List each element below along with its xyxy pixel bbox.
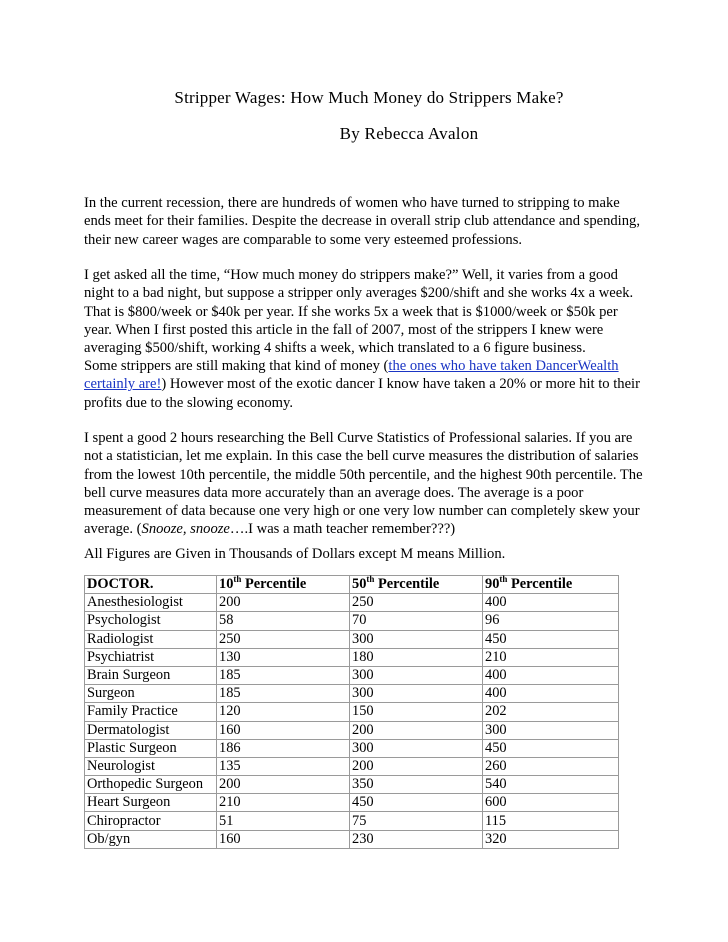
p90-cell: 96: [483, 612, 619, 630]
p10-cell: 120: [217, 703, 350, 721]
p10-cell: 51: [217, 812, 350, 830]
table-row: [85, 594, 619, 612]
p10-cell: 185: [217, 666, 350, 684]
table-row: [85, 739, 619, 757]
p50-cell: 300: [350, 630, 483, 648]
table-row: [85, 830, 619, 848]
p90-cell: 400: [483, 666, 619, 684]
p90-cell: 260: [483, 757, 619, 775]
p50-cell: 200: [350, 721, 483, 739]
table-row: [85, 666, 619, 684]
table-row: [85, 612, 619, 630]
p10-cell: 160: [217, 830, 350, 848]
p50-cell: 180: [350, 648, 483, 666]
p90-cell: 400: [483, 594, 619, 612]
doctor-name-cell: Chiropractor: [85, 812, 217, 830]
p90-cell: 320: [483, 830, 619, 848]
p10-cell: 200: [217, 594, 350, 612]
p10-cell: 186: [217, 739, 350, 757]
doctor-salary-table: [84, 575, 619, 849]
doctor-name-cell: Plastic Surgeon: [85, 739, 217, 757]
p50-cell: 300: [350, 739, 483, 757]
author-byline: By Rebecca Avalon: [339, 124, 479, 143]
p50-cell: 70: [350, 612, 483, 630]
table-row: [85, 685, 619, 703]
table-row: [85, 794, 619, 812]
earnings-paragraph: I get asked all the time, “How much money do strippers make?” Well, it varies from a good night to a bad night, but suppose a stripper only averages $200/shift and she works 4x a week. That is $800/week or $40k per year. If she works 5x a week that is $1000/week or $50k per year. When I first posted this article in the fall of 2007, most of the strippers I knew were averaging $500/shift, working 4 shifts a week, which translated to a 6 figure business.: [84, 267, 634, 357]
p90-cell: 210: [483, 648, 619, 666]
p90-cell: 540: [483, 776, 619, 794]
bell-curve-text-end: ….I was a math teacher remember???): [229, 521, 456, 538]
header-50th-percentile: 50th Percentile: [350, 576, 483, 594]
table-row: [85, 648, 619, 666]
doctor-name-cell: Family Practice: [85, 703, 217, 721]
header-doctor: DOCTOR.: [85, 576, 217, 594]
doctor-name-cell: Orthopedic Surgeon: [85, 776, 217, 794]
table-row: [85, 630, 619, 648]
dancerwealth-link[interactable]: the ones who have taken DancerWealth certainly are!: [84, 358, 619, 393]
header-10th-percentile: 10th Percentile: [217, 576, 350, 594]
bell-curve-paragraph: [84, 429, 644, 539]
p10-cell: 160: [217, 721, 350, 739]
table-row: [85, 776, 619, 794]
figures-note: All Figures are Given in Thousands of Dollars except M means Million.: [84, 546, 506, 562]
table-row: [85, 703, 619, 721]
snooze-italic: Snooze, snooze: [141, 521, 230, 538]
p50-cell: 150: [350, 703, 483, 721]
document-title: Stripper Wages: How Much Money do Strippers Make?: [174, 88, 564, 107]
p50-cell: 250: [350, 594, 483, 612]
doctor-name-cell: Brain Surgeon: [85, 666, 217, 684]
doctor-name-cell: Heart Surgeon: [85, 794, 217, 812]
doctor-name-cell: Surgeon: [85, 685, 217, 703]
dancerwealth-paragraph: [84, 357, 644, 412]
doctor-name-cell: Dermatologist: [85, 721, 217, 739]
p90-cell: 400: [483, 685, 619, 703]
table-row: [85, 812, 619, 830]
p50-cell: 300: [350, 666, 483, 684]
table-row: [85, 721, 619, 739]
table-header-row: [85, 576, 619, 594]
p90-cell: 202: [483, 703, 619, 721]
bell-curve-text: I spent a good 2 hours researching the Bell Curve Statistics of Professional salaries. If you are not a statistician, let me explain. In this case the bell curve measures the distribution of salaries from the lowest 10th percentile, the middle 50th percentile, and the highest 90th percentile. The bell curve measures data more accurately than an average does. The average is a poor measurement of data because one very high or one very low number can completely skew your average. (: [84, 430, 643, 538]
p10-cell: 210: [217, 794, 350, 812]
p90-cell: 115: [483, 812, 619, 830]
doctor-name-cell: Radiologist: [85, 630, 217, 648]
p90-cell: 450: [483, 630, 619, 648]
doctor-name-cell: Ob/gyn: [85, 830, 217, 848]
table-row: [85, 757, 619, 775]
p90-cell: 600: [483, 794, 619, 812]
p90-cell: 450: [483, 739, 619, 757]
p10-cell: 130: [217, 648, 350, 666]
doctor-name-cell: Anesthesiologist: [85, 594, 217, 612]
p10-cell: 250: [217, 630, 350, 648]
doctor-name-cell: Psychologist: [85, 612, 217, 630]
intro-paragraph: In the current recession, there are hundreds of women who have turned to stripping to make ends meet for their families. Despite the decrease in overall strip club attendance and spending, their new career wages are comparable to some very esteemed professions.: [84, 195, 640, 248]
p50-cell: 300: [350, 685, 483, 703]
doctor-name-cell: Neurologist: [85, 757, 217, 775]
paragraph-text-after-link: ) However most of the exotic dancer I know have taken a 20% or more hit to their profits due to the slowing economy.: [84, 376, 640, 411]
p50-cell: 450: [350, 794, 483, 812]
p10-cell: 135: [217, 757, 350, 775]
p10-cell: 200: [217, 776, 350, 794]
paragraph-text-before-link: Some strippers are still making that kind of money (: [84, 358, 389, 374]
p90-cell: 300: [483, 721, 619, 739]
p50-cell: 75: [350, 812, 483, 830]
p50-cell: 230: [350, 830, 483, 848]
p50-cell: 350: [350, 776, 483, 794]
doctor-name-cell: Psychiatrist: [85, 648, 217, 666]
p50-cell: 200: [350, 757, 483, 775]
p10-cell: 58: [217, 612, 350, 630]
header-90th-percentile: 90th Percentile: [483, 576, 619, 594]
p10-cell: 185: [217, 685, 350, 703]
